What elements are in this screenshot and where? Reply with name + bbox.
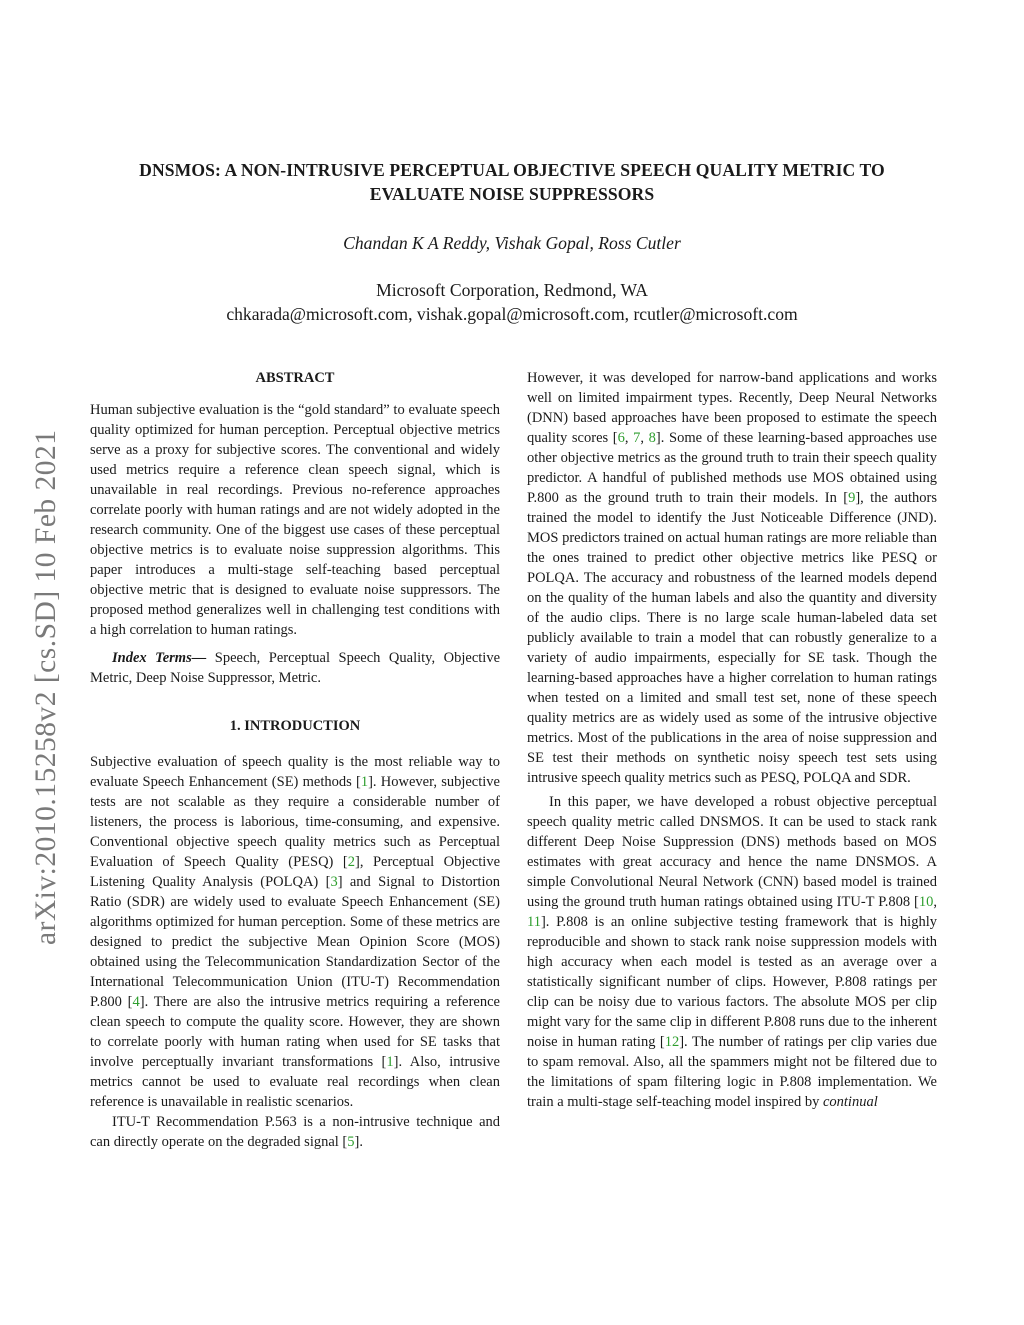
index-terms-text: Speech, Perceptual Speech Quality, Objective Metric, Deep Noise Suppressor, Metric.	[90, 650, 501, 686]
citation-link-1[interactable]: 1	[360, 774, 369, 790]
index-terms-label: Index Terms—	[112, 650, 207, 666]
citation-link-12[interactable]: 12	[664, 1034, 680, 1050]
abstract-heading: ABSTRACT	[255, 370, 335, 386]
abstract-text: Human subjective evaluation is the “gold standard” to evaluate speech quality optimized for human perception. Perceptual objective metrics serve as a proxy for subjective scores. The conventional and widely used metrics require a reference clean speech signal, which is unavailable in real recordings. Previous no-reference approaches correlate poorly with human ratings and are not widely adopted in the research community. One of the biggest use cases of these perceptual objective metrics is to evaluate noise suppression algorithms. This paper introduces a multi-stage self-teaching based perceptual objective metric that is designed to evaluate noise suppressors. The proposed method generalizes well in challenging test conditions with a high correlation to human ratings.	[90, 402, 500, 638]
introduction-heading: 1. INTRODUCTION	[229, 718, 361, 734]
citation-link-11[interactable]: 11	[527, 914, 541, 930]
author-emails: chkarada@microsoft.com, vishak.gopal@microsoft.com, rcutler@microsoft.com	[226, 304, 798, 324]
citation-link-7[interactable]: 7	[633, 430, 641, 446]
paper-authors: Chandan K A Reddy, Vishak Gopal, Ross Cutler	[343, 233, 681, 253]
paper-title-line-1: DNSMOS: A NON-INTRUSIVE PERCEPTUAL OBJECTIVE SPEECH QUALITY METRIC TO	[139, 160, 885, 180]
left-column	[90, 368, 500, 1152]
paper-title-line-2: EVALUATE NOISE SUPPRESSORS	[369, 184, 655, 204]
paper-title	[60, 158, 964, 206]
citation-link-5[interactable]: 5	[347, 1134, 355, 1150]
citation-link-4[interactable]: 4	[132, 994, 140, 1010]
arxiv-identifier-stamp: arXiv:2010.15258v2 [cs.SD] 10 Feb 2021	[30, 429, 62, 945]
author-affiliation: Microsoft Corporation, Redmond, WA	[376, 280, 648, 300]
citation-link-2[interactable]: 2	[347, 854, 355, 870]
citation-link-9[interactable]: 9	[848, 490, 856, 506]
citation-link-1-repeat[interactable]: 1	[386, 1054, 394, 1070]
citation-link-10[interactable]: 10	[918, 894, 934, 910]
right-column	[527, 368, 937, 1112]
intro-paragraph-1: Subjective evaluation of speech quality is the most reliable way to evaluate Speech Enhancement (SE) methods [1]. However, subjective tests are not scalable as they require a considerable number of listeners, the process is laborious, time-consuming, and expensive. Conventional objective speech quality metrics such as Perceptual Evaluation of Speech Quality (PESQ) [2], Perceptual Objective Listening Quality Analysis (POLQA) [3] and Signal to Distortion Ratio (SDR) are widely used to evaluate Speech Enhancement (SE) algorithms optimized for human perception. Some of these metrics are designed to predict the subjective Mean Opinion Score (MOS) obtained using the Telecommunication Standardization Sector of the International Telecommunication Union (ITU-T) Recommendation P.800 [4]. There are also the intrusive metrics requiring a reference clean speech to compute the quality score. However, they are shown to correlate poorly with human rating when used for SE tasks that involve perceptually invariant transformations [1]. Also, intrusive metrics cannot be used to evaluate real recordings when clean reference is unavailable in realistic scenarios.	[90, 754, 501, 1110]
citation-link-8[interactable]: 8	[648, 430, 656, 446]
right-paragraph-1: However, it was developed for narrow-band applications and works well on limited impairment types. Recently, Deep Neural Networks (DNN) based approaches have been proposed to estimate the speech quality scores [6, 7, 8]. Some of these learning-based approaches use other objective metrics as the ground truth to train their speech quality predictor. A handful of published methods use MOS obtained using P.800 as the ground truth to train their models. In [9], the authors trained the model to identify the Just Noticeable Difference (JND). MOS predictors trained on actual human ratings are more reliable than the ones trained to predict other objective metrics like PESQ or POLQA. The accuracy and robustness of the learned models depend on the quality of the human labels and also the quantity and diversity of the audio clips. There is no large scale human-labeled data set publicly available to train a model that can robustly generalize to a variety of audio impairments, especially for SE task. Though the learning-based approaches have a higher correlation to human ratings when tested on a limited and small test set, none of these speech quality metrics are as widely used as some of the intrusive objective metrics. Most of the publications in the area of noise suppression and SE test their methods on synthetic noisy speech test sets using intrusive speech quality metrics such as PESQ, POLQA and SDR.	[527, 370, 937, 786]
citation-link-3[interactable]: 3	[330, 874, 338, 890]
right-paragraph-2: In this paper, we have developed a robust objective perceptual speech quality metric called DNSMOS. It can be used to stack rank different Deep Noise Suppression (DNS) methods based on MOS estimates with great accuracy and hence the name DNSMOS. A simple Convolutional Neural Network (CNN) based model is trained using the ground truth human ratings obtained using ITU-T P.808 [10, 11]. P.808 is an online subjective testing framework that is highly reproducible and shown to stack rank noise suppression models with high accuracy when each model is tested as an average over a statistically significant number of clips. However, P.808 ratings per clip can be noisy due to various factors. The absolute MOS per clip might vary for the same clip in different P.808 runs due to the inherent noise in human rating [12]. The number of ratings per clip varies due to spam removal. Also, all the spammers might not be filtered due to the limitations of spam filtering logic in P.808 implementation. We train a multi-stage self-teaching model inspired by continual	[527, 794, 937, 1110]
intro-paragraph-2: ITU-T Recommendation P.563 is a non-intrusive technique and can directly operate on the degraded signal [5].	[90, 1114, 500, 1150]
citation-link-6[interactable]: 6	[617, 430, 625, 446]
index-terms	[90, 648, 500, 688]
